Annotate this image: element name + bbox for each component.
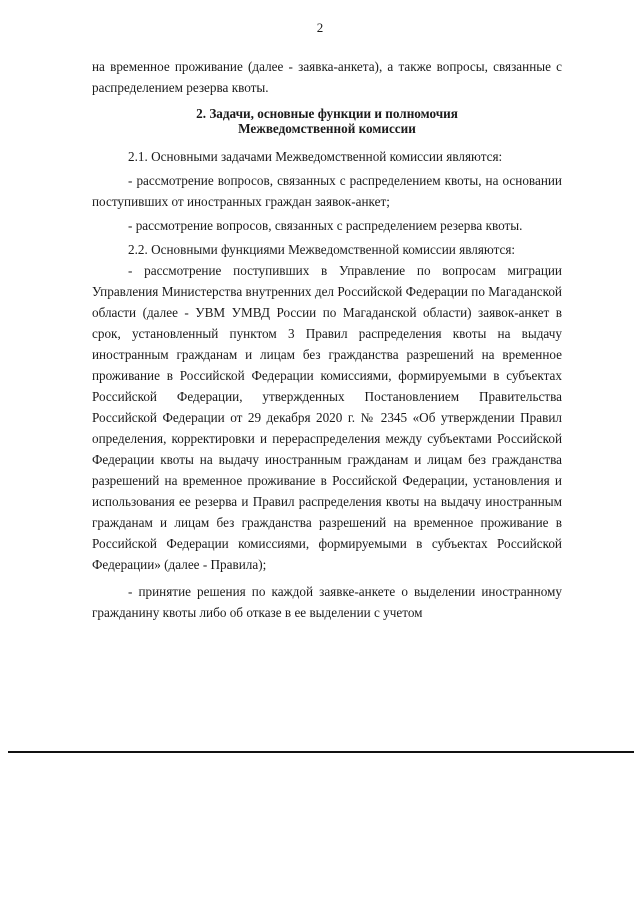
paragraph-2-2-item-1: - рассмотрение поступивших в Управление по вопросам миграции Управления Министерства внутренних дел Российской Федерации по Магаданской области (далее - УВМ УМВД России по Магаданской области) заявок-анкет в срок, установленный пунктом 3 Правил распределения квоты на выдачу иностранным гражданам и лицам без гражданства разрешений на временное проживание в Российской Федерации комиссиями, формируемыми в субъектах Российской Федерации, утвержденных Постановлением Правительства Российской Федерации от 29 декабря 2020 г. № 2345 «Об утверждении Правил определения, корректировки и перераспределения между субъектами Российской Федерации квоты на выдачу иностранным гражданам и лицам без гражданства разрешений на временное проживание в Российской Федерации, установления и использования ее резерва и Правил распределения квоты на выдачу иностранным гражданам и лицам без гражданства разрешений на временное проживание в Российской Федерации комиссиями, формируемыми в субъектах Российской Федерации» (далее - Правила);	[92, 263, 562, 572]
intro-paragraph: на временное проживание (далее - заявка-анкета), а также вопросы, связанные с распределением резерва квоты.	[92, 59, 562, 95]
paragraph-2-1: 2.1. Основными задачами Межведомственной комиссии являются:	[128, 149, 503, 164]
paragraph-2-1-item-1: - рассмотрение вопросов, связанных с распределением квоты, на основании поступивших от иностранных граждан заявок-анкет;	[92, 173, 562, 209]
section-heading-line2: Межведомственной комиссии	[238, 121, 416, 136]
paragraph-2-1-item-2: - рассмотрение вопросов, связанных с распределением резерва квоты.	[128, 218, 523, 233]
section-heading-line1: 2. Задачи, основные функции и полномочия	[196, 106, 458, 121]
paragraph-2-2: 2.2. Основными функциями Межведомственной комиссии являются:	[128, 242, 516, 257]
document-body	[92, 56, 562, 623]
section-heading	[92, 106, 562, 136]
page-number: 2	[316, 20, 324, 35]
paragraph-2-2-item-2: - принятие решения по каждой заявке-анкете о выделении иностранному гражданину квоты либо об отказе в ее выделении с учетом	[92, 584, 562, 620]
page-bottom-rule	[8, 751, 634, 753]
